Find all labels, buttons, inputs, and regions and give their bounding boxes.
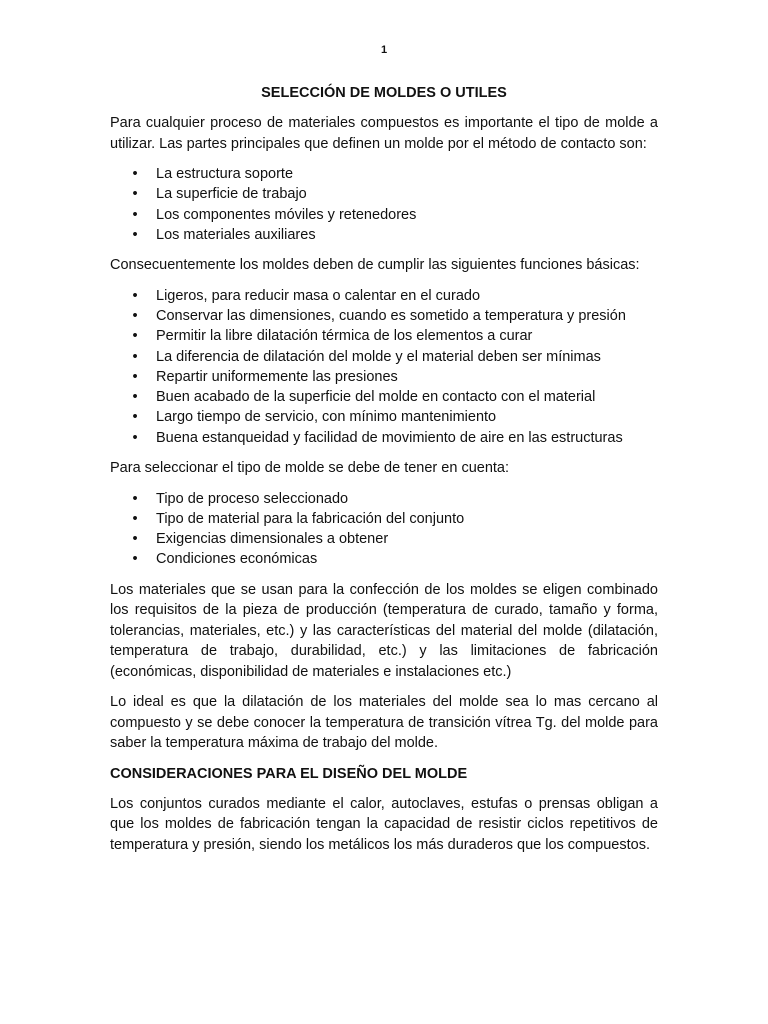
- bullet-icon: •: [132, 287, 138, 304]
- bullet-icon: •: [132, 510, 138, 527]
- list-item-text: La diferencia de dilatación del molde y el material deben ser mínimas: [156, 348, 601, 365]
- list-item: [110, 407, 658, 427]
- design-paragraph: Los conjuntos curados mediante el calor, autoclaves, estufas o prensas obligan a que los moldes de fabricación tengan la capacidad de resistir ciclos repetitivos de temperatura y presión, siendo los metálicos los más duraderos que los compuestos.: [110, 795, 658, 853]
- bullet-icon: •: [132, 186, 138, 203]
- list-item: [110, 428, 658, 448]
- bullet-icon: •: [132, 531, 138, 548]
- list-item-text: Largo tiempo de servicio, con mínimo mantenimiento: [156, 409, 497, 426]
- page-number: 1: [380, 44, 388, 56]
- list-item: [110, 286, 658, 306]
- bullet-icon: •: [132, 226, 138, 243]
- list-item-text: Exigencias dimensionales a obtener: [156, 531, 389, 548]
- document-body: [110, 83, 658, 865]
- list-item: [110, 509, 658, 529]
- list-item: [110, 347, 658, 367]
- list-item: [110, 529, 658, 549]
- list-item: [110, 489, 658, 509]
- bullet-icon: •: [132, 368, 138, 385]
- ideal-paragraph: Lo ideal es que la dilatación de los materiales del molde sea lo mas cercano al compuesto y se debe conocer la temperatura de transición vítrea Tg. del molde para saber la temperatura máxima de trabajo del molde.: [110, 694, 658, 752]
- document-title: SELECCIÓN DE MOLDES O UTILES: [261, 85, 507, 101]
- list-item-text: Permitir la libre dilatación térmica de los elementos a curar: [156, 328, 533, 345]
- list-item: [110, 225, 658, 245]
- bullet-icon: •: [132, 551, 138, 568]
- bullet-icon: •: [132, 409, 138, 426]
- functions-paragraph: Consecuentemente los moldes deben de cumplir las siguientes funciones básicas:: [110, 257, 640, 274]
- list-item-text: La estructura soporte: [156, 166, 294, 182]
- list-item: [110, 367, 658, 387]
- intro-paragraph: Para cualquier proceso de materiales compuestos es importante el tipo de molde a utilizar. Las partes principales que definen un molde por el método de contacto son:: [110, 115, 658, 152]
- list-item-text: Conservar las dimensiones, cuando es sometido a temperatura y presión: [156, 307, 626, 324]
- list-item-text: Tipo de proceso seleccionado: [156, 490, 349, 507]
- functions-list: [110, 286, 658, 448]
- materials-paragraph: Los materiales que se usan para la confección de los moldes se eligen combinado los requisitos de la pieza de producción (temperatura de curado, tamaño y forma, tolerancias, materiales, etc.) y las características del material del molde (dilatación, temperatura de trabajo, durabilidad, etc.) y las limitaciones de fabricación (económicas, disponibilidad de materiales e instalaciones etc.): [110, 581, 658, 680]
- selection-paragraph: Para seleccionar el tipo de molde se debe de tener en cuenta:: [110, 460, 510, 477]
- list-item-text: Ligeros, para reducir masa o calentar en el curado: [156, 287, 481, 304]
- bullet-icon: •: [132, 166, 138, 182]
- list-item: [110, 326, 658, 346]
- list-item: [110, 387, 658, 407]
- list-item-text: Los componentes móviles y retenedores: [156, 206, 417, 223]
- list-item: [110, 184, 658, 204]
- selection-list: [110, 489, 658, 570]
- list-item: [110, 205, 658, 225]
- list-item-text: Tipo de material para la fabricación del conjunto: [156, 510, 465, 527]
- list-item: [110, 549, 658, 569]
- list-item-text: Buena estanqueidad y facilidad de movimiento de aire en las estructuras: [156, 429, 623, 446]
- bullet-icon: •: [132, 206, 138, 223]
- bullet-icon: •: [132, 328, 138, 345]
- list-item-text: Condiciones económicas: [156, 551, 318, 568]
- list-item: [110, 164, 658, 184]
- bullet-icon: •: [132, 429, 138, 446]
- bullet-icon: •: [132, 348, 138, 365]
- list-item-text: Buen acabado de la superficie del molde en contacto con el material: [156, 389, 596, 406]
- design-heading: CONSIDERACIONES PARA EL DISEÑO DEL MOLDE: [110, 765, 468, 782]
- bullet-icon: •: [132, 389, 138, 406]
- bullet-icon: •: [132, 307, 138, 324]
- list-item-text: Repartir uniformemente las presiones: [156, 368, 398, 385]
- list-item-text: La superficie de trabajo: [156, 186, 307, 203]
- parts-list: [110, 164, 658, 245]
- list-item: [110, 306, 658, 326]
- bullet-icon: •: [132, 490, 138, 507]
- list-item-text: Los materiales auxiliares: [156, 226, 316, 243]
